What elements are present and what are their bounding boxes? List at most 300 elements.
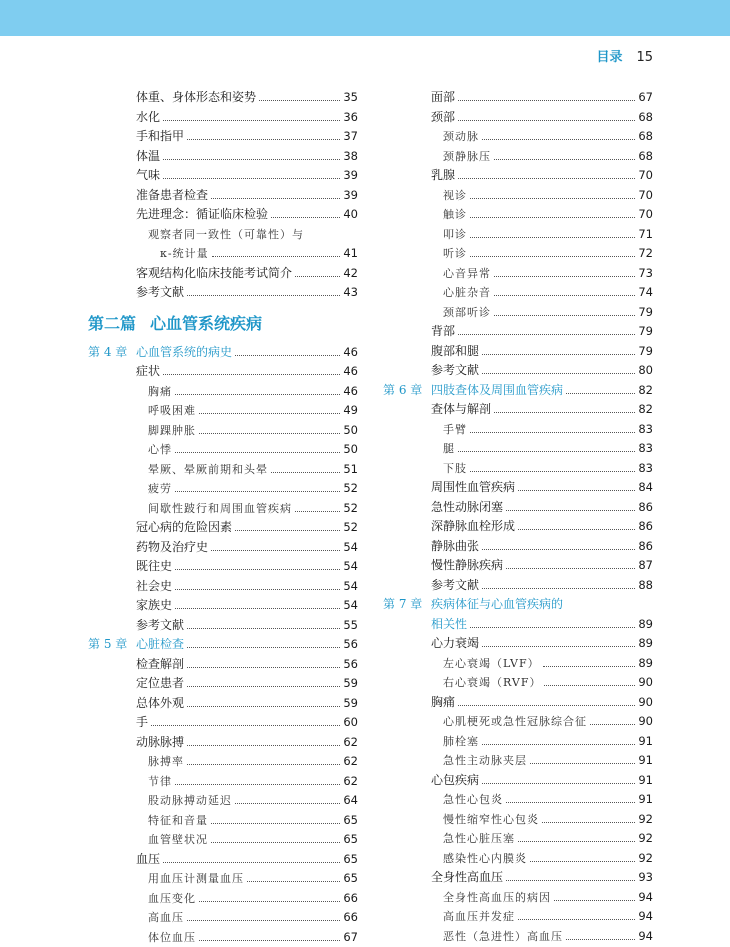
dot-leader bbox=[163, 178, 340, 179]
entry-title: κ-统计量 bbox=[160, 244, 209, 264]
dot-leader bbox=[187, 667, 340, 668]
toc-entry[interactable] bbox=[383, 420, 653, 440]
entry-page-number: 79 bbox=[638, 303, 653, 323]
entry-title: 参考文献 bbox=[136, 616, 184, 636]
entry-page-number: 89 bbox=[638, 615, 653, 635]
toc-entry[interactable] bbox=[88, 616, 358, 636]
entry-title: 手臂 bbox=[443, 420, 467, 440]
entry-title: 高血压并发症 bbox=[443, 907, 515, 927]
toc-entry[interactable] bbox=[88, 752, 358, 772]
entry-title: 面部 bbox=[431, 88, 455, 108]
entry-title: 下肢 bbox=[443, 459, 467, 479]
entry-page-number: 82 bbox=[638, 400, 653, 420]
dot-leader bbox=[470, 198, 635, 199]
entry-title: 体位血压 bbox=[148, 928, 196, 947]
entry-title: 腿 bbox=[443, 439, 455, 459]
entry-title: 右心衰竭（RVF） bbox=[443, 673, 541, 693]
toc-entry[interactable] bbox=[88, 283, 358, 303]
toc-entry[interactable] bbox=[383, 459, 653, 479]
entry-page-number: 91 bbox=[638, 790, 653, 810]
entry-title: 药物及治疗史 bbox=[136, 538, 208, 558]
entry-page-number: 94 bbox=[638, 927, 653, 947]
entry-page-number: 70 bbox=[638, 205, 653, 225]
toc-entry[interactable] bbox=[383, 829, 653, 849]
entry-title: 气味 bbox=[136, 166, 160, 186]
entry-title: 左心衰竭（LVF） bbox=[443, 654, 540, 674]
dot-leader bbox=[494, 315, 635, 316]
entry-title: 既往史 bbox=[136, 557, 172, 577]
toc-entry[interactable] bbox=[383, 322, 653, 342]
toc-entry[interactable] bbox=[88, 166, 358, 186]
entry-page-number: 62 bbox=[343, 733, 358, 753]
toc-entry[interactable] bbox=[383, 849, 653, 869]
toc-entry[interactable] bbox=[88, 127, 358, 147]
entry-page-number: 46 bbox=[343, 362, 358, 382]
entry-page-number: 79 bbox=[638, 322, 653, 342]
dot-leader bbox=[199, 413, 340, 414]
dot-leader bbox=[187, 920, 340, 921]
dot-leader bbox=[506, 880, 635, 881]
entry-title: 急性动脉闭塞 bbox=[431, 498, 503, 518]
entry-title: 疲劳 bbox=[148, 479, 172, 499]
entry-title: 用血压计测量血压 bbox=[148, 869, 244, 889]
dot-leader bbox=[175, 394, 340, 395]
entry-page-number: 72 bbox=[638, 244, 653, 264]
dot-leader bbox=[211, 842, 340, 843]
entry-page-number: 55 bbox=[343, 616, 358, 636]
toc-entry[interactable] bbox=[383, 127, 653, 147]
toc-entry[interactable] bbox=[383, 654, 653, 674]
entry-page-number: 90 bbox=[638, 712, 653, 732]
entry-page-number: 66 bbox=[343, 889, 358, 909]
entry-page-number: 91 bbox=[638, 771, 653, 791]
entry-page-number: 38 bbox=[343, 147, 358, 167]
dot-leader bbox=[494, 276, 635, 277]
dot-leader bbox=[187, 647, 340, 648]
toc-entry[interactable] bbox=[88, 421, 358, 441]
toc-entry[interactable] bbox=[383, 400, 653, 420]
entry-page-number: 54 bbox=[343, 596, 358, 616]
entry-title: 触诊 bbox=[443, 205, 467, 225]
toc-entry[interactable] bbox=[383, 361, 653, 381]
dot-leader bbox=[518, 841, 635, 842]
dot-leader bbox=[458, 705, 635, 706]
entry-title: 水化 bbox=[136, 108, 160, 128]
entry-title: 急性心脏压塞 bbox=[443, 829, 515, 849]
dot-leader bbox=[470, 471, 635, 472]
entry-page-number: 73 bbox=[638, 264, 653, 284]
entry-page-number: 68 bbox=[638, 147, 653, 167]
dot-leader bbox=[482, 588, 635, 589]
entry-page-number: 56 bbox=[343, 655, 358, 675]
dot-leader bbox=[458, 334, 635, 335]
dot-leader bbox=[470, 256, 635, 257]
toc-entry[interactable] bbox=[383, 927, 653, 947]
entry-title: 全身性高血压 bbox=[431, 868, 503, 888]
chapter-entry[interactable] bbox=[88, 635, 358, 655]
entry-page-number: 92 bbox=[638, 810, 653, 830]
entry-page-number: 65 bbox=[343, 830, 358, 850]
entry-title: 体温 bbox=[136, 147, 160, 167]
dot-leader bbox=[470, 627, 635, 628]
entry-title: 心血管系统的病史 bbox=[136, 343, 232, 363]
entry-title: 叩诊 bbox=[443, 225, 467, 245]
entry-title: 脚踝肿胀 bbox=[148, 421, 196, 441]
dot-leader bbox=[506, 510, 635, 511]
entry-title: 呼吸困难 bbox=[148, 401, 196, 421]
toc-entry[interactable] bbox=[88, 440, 358, 460]
toc-entry[interactable] bbox=[383, 634, 653, 654]
toc-entry[interactable] bbox=[383, 712, 653, 732]
entry-page-number: 51 bbox=[343, 460, 358, 480]
entry-title: 症状 bbox=[136, 362, 160, 382]
entry-page-number: 83 bbox=[638, 420, 653, 440]
toc-entry[interactable] bbox=[383, 556, 653, 576]
entry-page-number: 39 bbox=[343, 186, 358, 206]
entry-title: 乳腺 bbox=[431, 166, 455, 186]
toc-entry[interactable] bbox=[383, 751, 653, 771]
dot-leader bbox=[211, 198, 340, 199]
entry-title: 肺栓塞 bbox=[443, 732, 479, 752]
toc-entry[interactable] bbox=[88, 147, 358, 167]
dot-leader bbox=[187, 628, 340, 629]
entry-page-number: 83 bbox=[638, 459, 653, 479]
entry-page-number: 54 bbox=[343, 577, 358, 597]
dot-leader bbox=[211, 823, 340, 824]
toc-entry[interactable] bbox=[88, 186, 358, 206]
entry-page-number: 71 bbox=[638, 225, 653, 245]
dot-leader bbox=[175, 569, 340, 570]
entry-page-number: 46 bbox=[343, 382, 358, 402]
dot-leader bbox=[518, 919, 635, 920]
entry-page-number: 67 bbox=[638, 88, 653, 108]
dot-leader bbox=[544, 685, 635, 686]
entry-page-number: 36 bbox=[343, 108, 358, 128]
entry-title: 客观结构化临床技能考试简介 bbox=[136, 264, 292, 284]
dot-leader bbox=[271, 217, 340, 218]
entry-title: 总体外观 bbox=[136, 694, 184, 714]
entry-page-number: 83 bbox=[638, 439, 653, 459]
toc-entry[interactable] bbox=[88, 538, 358, 558]
entry-page-number: 62 bbox=[343, 772, 358, 792]
entry-title: 感染性心内膜炎 bbox=[443, 849, 527, 869]
dot-leader bbox=[175, 589, 340, 590]
entry-page-number: 79 bbox=[638, 342, 653, 362]
entry-page-number: 93 bbox=[638, 868, 653, 888]
entry-page-number: 54 bbox=[343, 538, 358, 558]
dot-leader bbox=[470, 432, 635, 433]
dot-leader bbox=[199, 901, 340, 902]
toc-entry[interactable] bbox=[383, 732, 653, 752]
entry-title: 心音异常 bbox=[443, 264, 491, 284]
dot-leader bbox=[518, 529, 635, 530]
entry-title: 急性主动脉夹层 bbox=[443, 751, 527, 771]
part-number: 第二篇 bbox=[88, 311, 136, 334]
dot-leader bbox=[482, 783, 635, 784]
toc-entry[interactable] bbox=[383, 303, 653, 323]
entry-title: 慢性缩窄性心包炎 bbox=[443, 810, 539, 830]
chapter-entry[interactable] bbox=[383, 595, 653, 615]
dot-leader bbox=[295, 511, 340, 512]
toc-entry[interactable] bbox=[383, 264, 653, 284]
entry-page-number: 46 bbox=[343, 343, 358, 363]
entry-title: 血管壁状况 bbox=[148, 830, 208, 850]
page-number: 15 bbox=[636, 50, 653, 65]
dot-leader bbox=[482, 549, 635, 550]
dot-leader bbox=[175, 491, 340, 492]
toc-entry[interactable] bbox=[88, 108, 358, 128]
entry-title: 参考文献 bbox=[136, 283, 184, 303]
toc-entry[interactable] bbox=[88, 205, 358, 225]
entry-title: 节律 bbox=[148, 772, 172, 792]
toc-entry[interactable] bbox=[88, 811, 358, 831]
entry-page-number: 42 bbox=[343, 264, 358, 284]
toc-entry[interactable] bbox=[383, 283, 653, 303]
dot-leader bbox=[187, 686, 340, 687]
toc-entry[interactable] bbox=[88, 772, 358, 792]
toc-entry[interactable] bbox=[88, 264, 358, 284]
entry-page-number: 49 bbox=[343, 401, 358, 421]
dot-leader bbox=[458, 120, 635, 121]
entry-title: 颈静脉压 bbox=[443, 147, 491, 167]
toc-entry[interactable] bbox=[383, 790, 653, 810]
dot-leader bbox=[482, 744, 635, 745]
entry-page-number: 92 bbox=[638, 849, 653, 869]
toc-entry[interactable] bbox=[88, 713, 358, 733]
toc-entry[interactable] bbox=[383, 88, 653, 108]
entry-page-number: 80 bbox=[638, 361, 653, 381]
dot-leader bbox=[235, 530, 340, 531]
entry-title: 心力衰竭 bbox=[431, 634, 479, 654]
dot-leader bbox=[187, 745, 340, 746]
toc-entry[interactable] bbox=[383, 907, 653, 927]
toc-column-left bbox=[88, 88, 358, 947]
entry-page-number: 68 bbox=[638, 108, 653, 128]
dot-leader bbox=[175, 608, 340, 609]
entry-page-number: 89 bbox=[638, 634, 653, 654]
chapter-number: 第 6 章 bbox=[383, 381, 422, 401]
dot-leader bbox=[518, 490, 635, 491]
toc-entry[interactable] bbox=[88, 596, 358, 616]
entry-title: 参考文献 bbox=[431, 361, 479, 381]
toc-entry[interactable] bbox=[88, 460, 358, 480]
toc-entry[interactable] bbox=[383, 108, 653, 128]
toc-entry[interactable] bbox=[88, 557, 358, 577]
entry-page-number: 52 bbox=[343, 479, 358, 499]
entry-title: 听诊 bbox=[443, 244, 467, 264]
entry-page-number: 88 bbox=[638, 576, 653, 596]
part-title: 心血管系统疾病 bbox=[150, 311, 262, 334]
toc-entry[interactable] bbox=[383, 205, 653, 225]
toc-entry[interactable] bbox=[383, 342, 653, 362]
dot-leader bbox=[458, 100, 635, 101]
entry-title: 特征和音量 bbox=[148, 811, 208, 831]
entry-title: 高血压 bbox=[148, 908, 184, 928]
entry-page-number: 64 bbox=[343, 791, 358, 811]
dot-leader bbox=[470, 217, 635, 218]
entry-title: 观察者同一致性（可靠性）与 bbox=[148, 225, 304, 245]
toc-entry[interactable] bbox=[88, 655, 358, 675]
entry-title: 心包疾病 bbox=[431, 771, 479, 791]
entry-title: 恶性（急进性）高血压 bbox=[443, 927, 563, 947]
entry-page-number: 91 bbox=[638, 732, 653, 752]
entry-page-number: 87 bbox=[638, 556, 653, 576]
entry-page-number: 94 bbox=[638, 907, 653, 927]
dot-leader bbox=[187, 706, 340, 707]
entry-page-number: 59 bbox=[343, 674, 358, 694]
entry-page-number: 52 bbox=[343, 518, 358, 538]
entry-title: 周围性血管疾病 bbox=[431, 478, 515, 498]
dot-leader bbox=[506, 802, 635, 803]
entry-page-number: 84 bbox=[638, 478, 653, 498]
entry-title: 深静脉血栓形成 bbox=[431, 517, 515, 537]
dot-leader bbox=[187, 139, 340, 140]
entry-title: 腹部和腿 bbox=[431, 342, 479, 362]
dot-leader bbox=[482, 354, 635, 355]
entry-title: 准备患者检查 bbox=[136, 186, 208, 206]
toc-entry[interactable] bbox=[383, 693, 653, 713]
entry-page-number: 50 bbox=[343, 421, 358, 441]
dot-leader bbox=[458, 178, 635, 179]
toc-entry[interactable] bbox=[383, 147, 653, 167]
toc-entry[interactable] bbox=[88, 225, 358, 245]
toc-entry[interactable] bbox=[88, 850, 358, 870]
dot-leader bbox=[530, 763, 635, 764]
entry-page-number: 82 bbox=[638, 381, 653, 401]
entry-title: 心悸 bbox=[148, 440, 172, 460]
entry-page-number: 40 bbox=[343, 205, 358, 225]
dot-leader bbox=[199, 433, 340, 434]
dot-leader bbox=[271, 472, 340, 473]
toc-entry[interactable] bbox=[88, 733, 358, 753]
entry-title: 体重、身体形态和姿势 bbox=[136, 88, 256, 108]
entry-page-number: 39 bbox=[343, 166, 358, 186]
dot-leader bbox=[235, 803, 340, 804]
toc-entry[interactable] bbox=[88, 401, 358, 421]
entry-page-number: 70 bbox=[638, 186, 653, 206]
toc-entry[interactable] bbox=[383, 537, 653, 557]
entry-title: 晕厥、晕厥前期和头晕 bbox=[148, 460, 268, 480]
toc-entry[interactable] bbox=[383, 186, 653, 206]
dot-leader bbox=[247, 881, 340, 882]
entry-title: 四肢查体及周围血管疾病 bbox=[431, 381, 563, 401]
dot-leader bbox=[163, 374, 340, 375]
dot-leader bbox=[482, 373, 635, 374]
dot-leader bbox=[494, 295, 635, 296]
entry-title: 颈部 bbox=[431, 108, 455, 128]
entry-title: 视诊 bbox=[443, 186, 467, 206]
entry-page-number: 74 bbox=[638, 283, 653, 303]
toc-entry[interactable] bbox=[383, 868, 653, 888]
toc-entry[interactable] bbox=[383, 673, 653, 693]
dot-leader bbox=[175, 452, 340, 453]
toc-entry[interactable] bbox=[88, 518, 358, 538]
toc-entry[interactable] bbox=[88, 577, 358, 597]
entry-title: 手 bbox=[136, 713, 148, 733]
toc-entry[interactable] bbox=[383, 166, 653, 186]
toc-entry[interactable] bbox=[88, 830, 358, 850]
dot-leader bbox=[163, 862, 340, 863]
entry-title: 间歇性跛行和周围血管疾病 bbox=[148, 499, 292, 519]
entry-title: 社会史 bbox=[136, 577, 172, 597]
toc-entry[interactable] bbox=[88, 382, 358, 402]
entry-title: 心脏杂音 bbox=[443, 283, 491, 303]
toc-entry[interactable] bbox=[88, 244, 358, 264]
dot-leader bbox=[211, 550, 340, 551]
toc-entry[interactable] bbox=[88, 928, 358, 947]
toc-entry[interactable] bbox=[88, 889, 358, 909]
toc-entry[interactable] bbox=[88, 499, 358, 519]
entry-title: 股动脉搏动延迟 bbox=[148, 791, 232, 811]
entry-page-number: 68 bbox=[638, 127, 653, 147]
entry-page-number: 54 bbox=[343, 557, 358, 577]
entry-page-number: 62 bbox=[343, 752, 358, 772]
toc-entry[interactable] bbox=[383, 576, 653, 596]
dot-leader bbox=[163, 120, 340, 121]
entry-title: 疾病体征与心血管疾病的 bbox=[431, 595, 563, 615]
dot-leader bbox=[590, 724, 635, 725]
entry-page-number: 89 bbox=[638, 654, 653, 674]
dot-leader bbox=[163, 159, 340, 160]
dot-leader bbox=[295, 276, 340, 277]
toc-entry[interactable] bbox=[383, 498, 653, 518]
chapter-entry[interactable] bbox=[383, 615, 653, 635]
entry-title: 血压 bbox=[136, 850, 160, 870]
entry-page-number: 86 bbox=[638, 517, 653, 537]
toc-entry[interactable] bbox=[88, 88, 358, 108]
entry-page-number: 91 bbox=[638, 751, 653, 771]
dot-leader bbox=[212, 256, 341, 257]
entry-title: 胸痛 bbox=[148, 382, 172, 402]
entry-page-number: 67 bbox=[343, 928, 358, 947]
entry-page-number: 35 bbox=[343, 88, 358, 108]
chapter-entry[interactable] bbox=[88, 343, 358, 363]
entry-page-number: 37 bbox=[343, 127, 358, 147]
toc-entry[interactable] bbox=[88, 869, 358, 889]
toc-entry[interactable] bbox=[383, 517, 653, 537]
entry-title: 定位患者 bbox=[136, 674, 184, 694]
toc-entry[interactable] bbox=[383, 439, 653, 459]
toc-entry[interactable] bbox=[88, 674, 358, 694]
top-color-band bbox=[0, 0, 730, 36]
entry-page-number: 90 bbox=[638, 673, 653, 693]
toc-entry[interactable] bbox=[383, 478, 653, 498]
entry-title: 查体与解剖 bbox=[431, 400, 491, 420]
entry-title: 全身性高血压的病因 bbox=[443, 888, 551, 908]
chapter-number: 第 5 章 bbox=[88, 635, 127, 655]
toc-entry[interactable] bbox=[383, 225, 653, 245]
dot-leader bbox=[482, 646, 635, 647]
entry-page-number: 70 bbox=[638, 166, 653, 186]
toc-entry[interactable] bbox=[383, 888, 653, 908]
toc-entry[interactable] bbox=[383, 810, 653, 830]
dot-leader bbox=[494, 412, 635, 413]
toc-entry[interactable] bbox=[88, 479, 358, 499]
entry-title: 血压变化 bbox=[148, 889, 196, 909]
toc-entry[interactable] bbox=[88, 791, 358, 811]
toc-label: 目录 bbox=[596, 46, 622, 65]
dot-leader bbox=[566, 393, 635, 394]
toc-entry[interactable] bbox=[88, 362, 358, 382]
dot-leader bbox=[470, 237, 635, 238]
toc-entry[interactable] bbox=[383, 244, 653, 264]
chapter-number: 第 4 章 bbox=[88, 343, 127, 363]
toc-entry[interactable] bbox=[88, 694, 358, 714]
toc-entry[interactable] bbox=[383, 771, 653, 791]
entry-page-number: 65 bbox=[343, 869, 358, 889]
chapter-entry[interactable] bbox=[383, 381, 653, 401]
toc-entry[interactable] bbox=[88, 908, 358, 928]
